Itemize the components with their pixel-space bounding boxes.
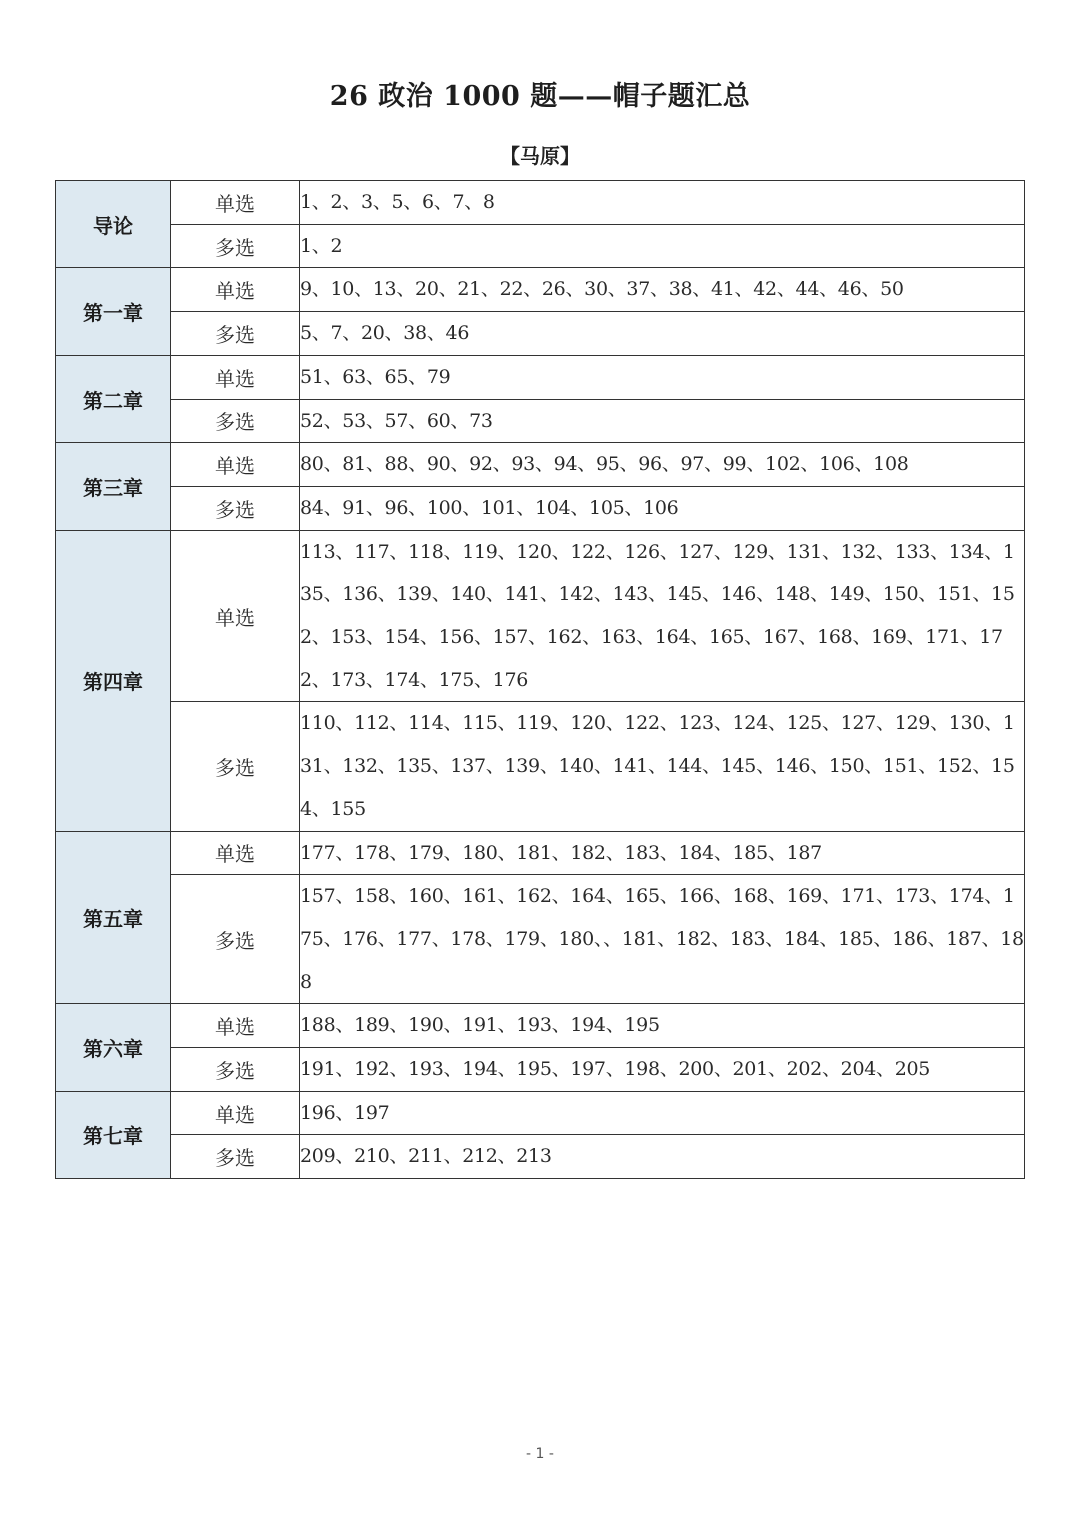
type-cell-single: 单选 xyxy=(171,443,300,487)
table-row xyxy=(56,399,1025,443)
chapter-cell: 第七章 xyxy=(56,1091,171,1178)
page-title: 26 政治 1000 题——帽子题汇总 xyxy=(329,81,751,112)
table-row xyxy=(56,355,1025,399)
table-row xyxy=(56,831,1025,875)
numbers-cell: 51、63、65、79 xyxy=(300,355,1025,399)
type-cell-multiple: 多选 xyxy=(171,875,300,1004)
numbers-cell: 196、197 xyxy=(300,1091,1025,1135)
numbers-cell: 84、91、96、100、101、104、105、106 xyxy=(300,486,1025,530)
chapter-cell: 第六章 xyxy=(56,1004,171,1091)
table-row xyxy=(56,486,1025,530)
table-row xyxy=(56,268,1025,312)
type-cell-multiple: 多选 xyxy=(171,224,300,268)
type-cell-single: 单选 xyxy=(171,1004,300,1048)
type-cell-multiple: 多选 xyxy=(171,702,300,831)
numbers-cell: 209、210、211、212、213 xyxy=(300,1135,1025,1179)
table-row xyxy=(56,181,1025,225)
type-cell-multiple: 多选 xyxy=(171,312,300,356)
table-row xyxy=(56,1091,1025,1135)
type-cell-multiple: 多选 xyxy=(171,1048,300,1092)
table-row xyxy=(56,1004,1025,1048)
chapter-cell: 导论 xyxy=(56,181,171,268)
type-cell-single: 单选 xyxy=(171,355,300,399)
chapter-cell: 第一章 xyxy=(56,268,171,355)
type-cell-single: 单选 xyxy=(171,181,300,225)
chapter-cell: 第三章 xyxy=(56,443,171,530)
summary-table xyxy=(55,180,1025,1179)
chapter-cell: 第二章 xyxy=(56,355,171,442)
table-row xyxy=(56,702,1025,831)
type-cell-multiple: 多选 xyxy=(171,486,300,530)
chapter-cell: 第四章 xyxy=(56,530,171,831)
type-cell-single: 单选 xyxy=(171,530,300,702)
numbers-cell: 110、112、114、115、119、120、122、123、124、125、127、129、130、131、132、135、137、139、140、141、144、145、146、150、151、152、154、155 xyxy=(300,702,1025,831)
type-cell-single: 单选 xyxy=(171,1091,300,1135)
numbers-cell: 5、7、20、38、46 xyxy=(300,312,1025,356)
type-cell-multiple: 多选 xyxy=(171,1135,300,1179)
table-row xyxy=(56,224,1025,268)
section-subtitle: 【马原】 xyxy=(500,144,580,168)
table-row xyxy=(56,443,1025,487)
table-row xyxy=(56,530,1025,702)
type-cell-multiple: 多选 xyxy=(171,399,300,443)
numbers-cell: 113、117、118、119、120、122、126、127、129、131、132、133、134、135、136、139、140、141、142、143、145、146、148、149、150、151、152、153、154、156、157、162、163、164、165、167、168、169、171、172、173、174、175、176 xyxy=(300,530,1025,702)
numbers-cell: 157、158、160、161、162、164、165、166、168、169、171、173、174、175、176、177、178、179、180、、181、182、183、184、185、186、187、188 xyxy=(300,875,1025,1004)
numbers-cell: 9、10、13、20、21、22、26、30、37、38、41、42、44、46、50 xyxy=(300,268,1025,312)
type-cell-single: 单选 xyxy=(171,268,300,312)
page-number: - 1 - xyxy=(526,1446,554,1462)
numbers-cell: 1、2 xyxy=(300,224,1025,268)
numbers-cell: 177、178、179、180、181、182、183、184、185、187 xyxy=(300,831,1025,875)
numbers-cell: 80、81、88、90、92、93、94、95、96、97、99、102、106、108 xyxy=(300,443,1025,487)
chapter-cell: 第五章 xyxy=(56,831,171,1004)
type-cell-single: 单选 xyxy=(171,831,300,875)
table-row xyxy=(56,1048,1025,1092)
table-row xyxy=(56,875,1025,1004)
numbers-cell: 191、192、193、194、195、197、198、200、201、202、204、205 xyxy=(300,1048,1025,1092)
numbers-cell: 52、53、57、60、73 xyxy=(300,399,1025,443)
numbers-cell: 1、2、3、5、6、7、8 xyxy=(300,181,1025,225)
numbers-cell: 188、189、190、191、193、194、195 xyxy=(300,1004,1025,1048)
table-row xyxy=(56,1135,1025,1179)
table-row xyxy=(56,312,1025,356)
